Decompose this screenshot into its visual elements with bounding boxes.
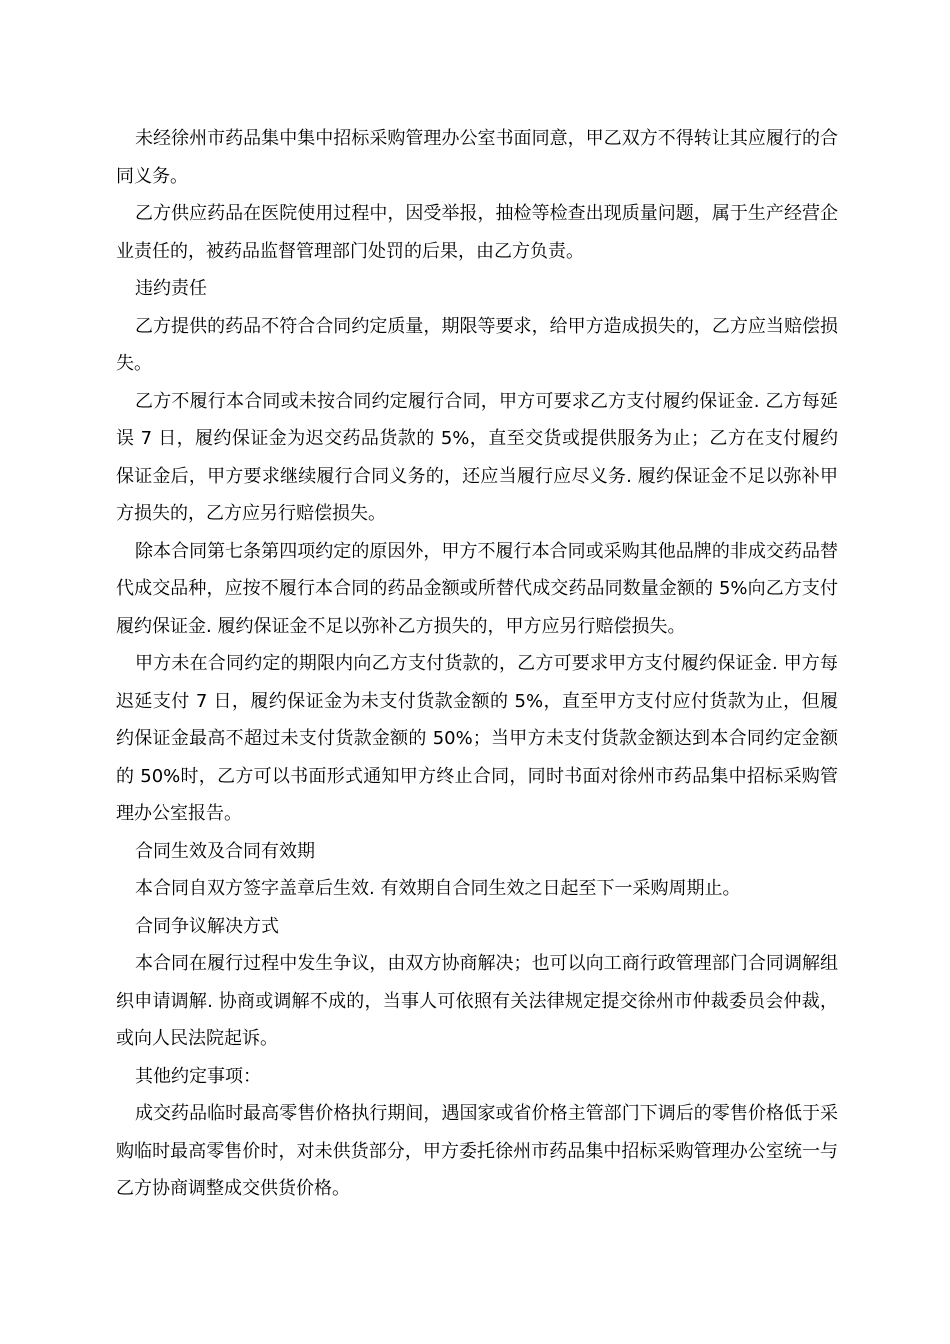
paragraph-breach-supplier: 乙方不履行本合同或未按合同约定履行合同，甲方可要求乙方支付履约保证金. 乙方每延误 7 日，履约保证金为迟交药品货款的 5%，直至交货或提供服务为止；乙方在支付履约保证金后，甲方要求继续履行合同义务的，还应当履行应尽义务. 履约保证金不足以弥补甲方损失的，乙方应另行赔偿损失。 [116, 390, 838, 524]
heading-dispute-resolution: 合同争议解决方式 [135, 915, 279, 937]
document-body [116, 120, 838, 1208]
heading-breach-liability: 违约责任 [135, 278, 207, 299]
paragraph-price-adjustment: 成交药品临时最高零售价格执行期间，遇国家或省价格主管部门下调后的零售价格低于采购临时最高零售价时，对未供货部分，甲方委托徐州市药品集中招标采购管理办公室统一与乙方协商调整成交供货价格。 [116, 1103, 838, 1199]
paragraph-breach-buyer: 除本合同第七条第四项约定的原因外，甲方不履行本合同或采购其他品牌的非成交药品替代成交品种，应按不履行本合同的药品金额或所替代成交药品同数量金额的 5%向乙方支付履约保证金. 履约保证金不足以弥补乙方损失的，甲方应另行赔偿损失。 [116, 540, 838, 637]
paragraph-breach-quality: 乙方提供的药品不符合合同约定质量，期限等要求，给甲方造成损失的，乙方应当赔偿损失。 [116, 315, 838, 374]
paragraph-late-payment: 甲方未在合同约定的期限内向乙方支付货款的，乙方可要求甲方支付履约保证金. 甲方每迟延支付 7 日，履约保证金为未支付货款金额的 5%，直至甲方支付应付货款为止，但履约保证金最高不超过未支付货款金额的 50%；当甲方未支付货款金额达到本合同约定金额的 50%时，乙方可以书面形式通知甲方终止合同，同时书面对徐州市药品集中招标采购管理办公室报告。 [116, 653, 838, 824]
paragraph-transfer-clause: 未经徐州市药品集中集中招标采购管理办公室书面同意，甲乙双方不得转让其应履行的合同义务。 [116, 128, 838, 187]
heading-other-matters: 其他约定事项： [135, 1065, 261, 1087]
heading-contract-effect: 合同生效及合同有效期 [135, 840, 315, 862]
paragraph-quality-liability: 乙方供应药品在医院使用过程中，因受举报，抽检等检查出现质量问题，属于生产经营企业责任的，被药品监督管理部门处罚的后果，由乙方负责。 [116, 203, 838, 262]
paragraph-dispute-resolution: 本合同在履行过程中发生争议，由双方协商解决；也可以向工商行政管理部门合同调解组织申请调解. 协商或调解不成的，当事人可依照有关法律规定提交徐州市仲裁委员会仲裁，或向人民法院起诉。 [116, 953, 838, 1049]
paragraph-contract-effect: 本合同自双方签字盖章后生效. 有效期自合同生效之日起至下一采购周期止。 [135, 878, 741, 899]
